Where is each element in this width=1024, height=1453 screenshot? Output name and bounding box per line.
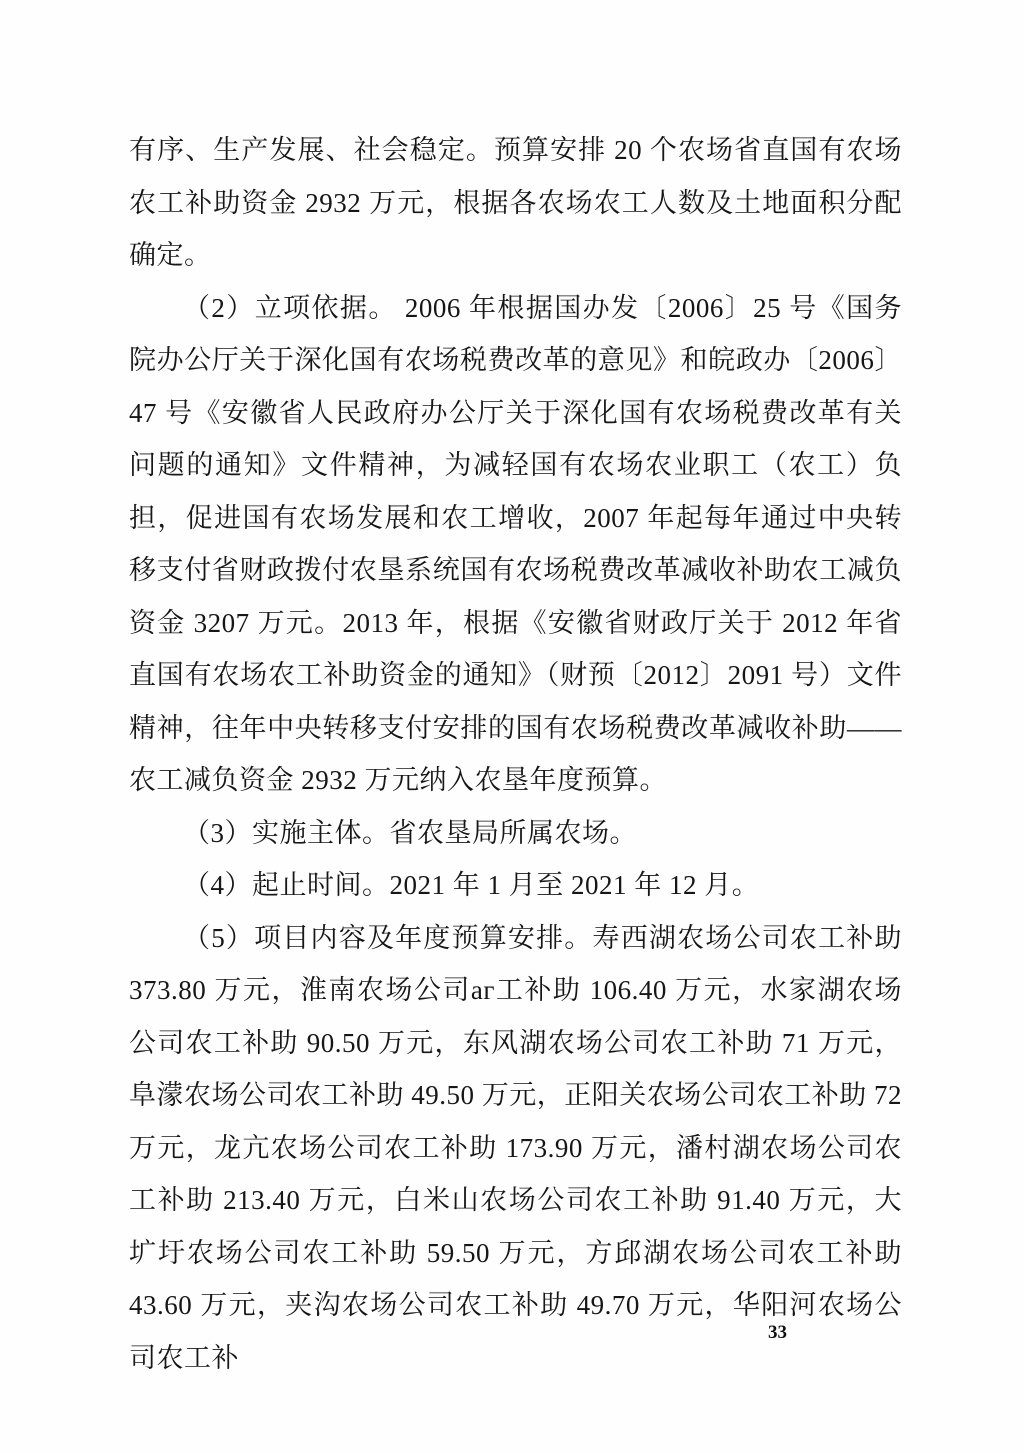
paragraph-item-2-project-basis: （2）立项依据。 2006 年根据国办发〔2006〕25 号《国务院办公厅关于深化国有农场税费改革的意见》和皖政办〔2006〕47 号《安徽省人民政府办公厅关于深化国有农场税费改革有关问题的通知》文件精神，为减轻国有农场农业职工（农工）负担，促进国有农场发展和农工增收，2007 年起每年通过中央转移支付省财政拨付农垦系统国有农场税费改革减收补助农工减负资金 3207 万元。2013 年，根据《安徽省财政厅关于 2012 年省直国有农场农工补助资金的通知》（财预〔2012〕2091 号）文件精神，往年中央转移支付安排的国有农场税费改革减收补助——农工减负资金 2932 万元纳入农垦年度预算。 [129,292,902,795]
paragraph-item-4-time-period: （4）起止时间。2021 年 1 月至 2021 年 12 月。 [183,870,760,900]
paragraph-continuation: 有序、生产发展、社会稳定。预算安排 20 个农场省直国有农场农工补助资金 2932 万元，根据各农场农工人数及土地面积分配确定。 [129,135,902,270]
paragraph-item-5-project-content: （5）项目内容及年度预算安排。寿西湖农场公司农工补助 373.80 万元，淮南农场公司аг工补助 106.40 万元，水家湖农场公司农工补助 90.50 万元，东风湖农场公司农工补助 71 万元，阜濛农场公司农工补助 49.50 万元，正阳关农场公司农工补助 72 万元，龙亢农场公司农工补助 173.90 万元，潘村湖农场公司农工补助 213.40 万元，白米山农场公司农工补助 91.40 万元，大圹圩农场公司农工补助 59.50 万元，方邱湖农场公司农工补助 43.60 万元，夹沟农场公司农工补助 49.70 万元，华阳河农场公司农工补 [129,922,902,1373]
page-number: 33 [768,1322,787,1343]
page-text-block [129,124,902,1384]
paragraph-item-3-implementing-body: （3）实施主体。省农垦局所属农场。 [183,817,637,848]
